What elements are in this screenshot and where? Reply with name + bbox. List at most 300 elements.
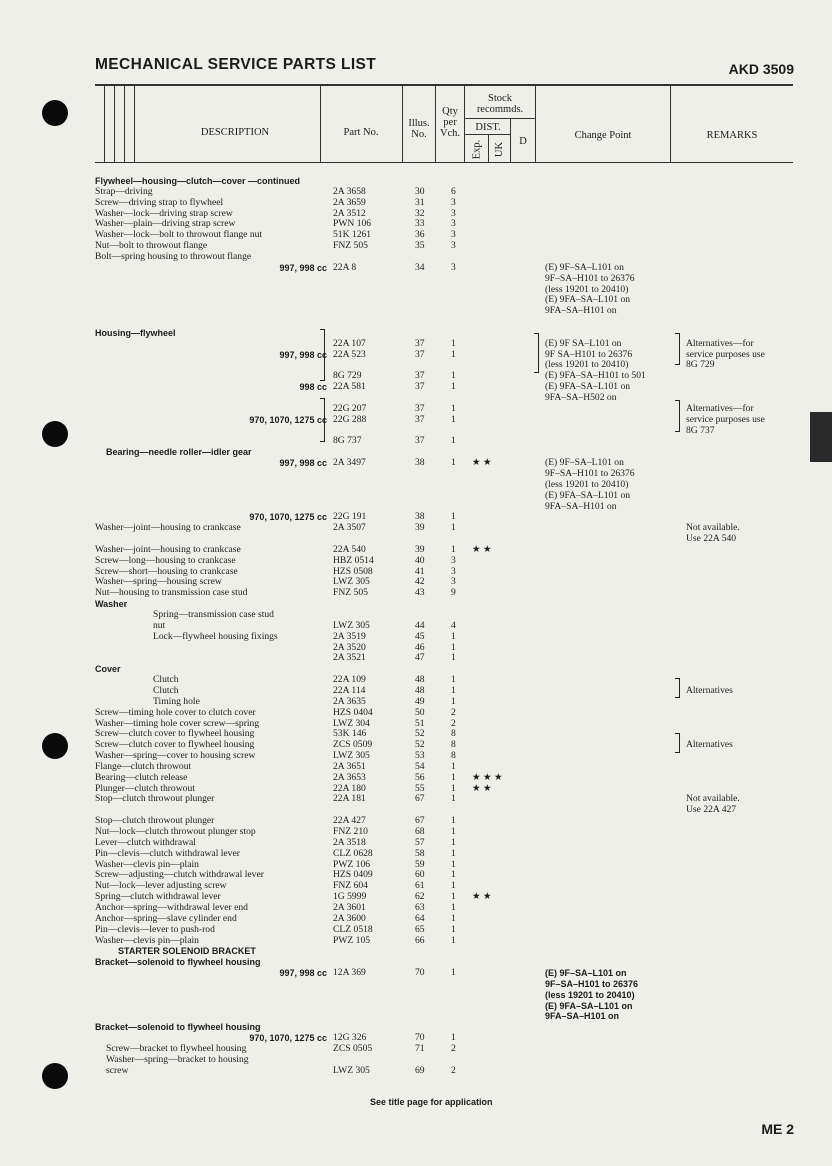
remark: Alternatives <box>686 684 733 696</box>
part-number: 22A 8 <box>333 261 357 273</box>
footnote: See title page for application <box>370 1097 493 1107</box>
illus-number: 58 <box>415 847 425 859</box>
quantity: 1 <box>451 782 456 794</box>
illus-number: 51 <box>415 717 425 729</box>
table-row <box>0 545 832 555</box>
table-row <box>0 881 832 891</box>
header-change-point: Change Point <box>574 130 632 141</box>
item-description: Screw—adjusting—clutch withdrawal lever <box>95 869 264 881</box>
header-bottom-rule <box>95 162 793 163</box>
table-row <box>0 610 832 620</box>
illus-number: 65 <box>415 923 425 935</box>
table-row <box>0 784 832 794</box>
illus-number: 37 <box>415 348 425 360</box>
illus-number: 61 <box>415 880 425 892</box>
quantity: 1 <box>451 858 456 870</box>
group-brace <box>675 333 680 365</box>
quantity: 4 <box>451 619 456 631</box>
part-number: 8G 737 <box>333 435 362 447</box>
remark: 8G 729 <box>686 359 715 371</box>
table-row <box>0 860 832 870</box>
item-description: Washer—spring—cover to housing screw <box>95 750 256 762</box>
quantity: 1 <box>451 402 456 414</box>
part-number: CLZ 0628 <box>333 847 373 859</box>
header-top-rule <box>95 84 793 86</box>
part-number: 22A 181 <box>333 793 366 805</box>
table-row <box>0 805 832 815</box>
table-row <box>0 794 832 804</box>
part-number: 22G 207 <box>333 402 367 414</box>
part-number: 22G 191 <box>333 511 367 523</box>
change-point: (less 19201 to 20410) <box>545 478 629 490</box>
table-row <box>0 577 832 587</box>
part-number: FNZ 505 <box>333 240 368 252</box>
table-row <box>0 480 832 490</box>
item-description: Pin—clevis—lever to push-rod <box>95 923 215 935</box>
table-row <box>0 632 832 642</box>
illus-number: 59 <box>415 858 425 870</box>
part-number: 2A 3653 <box>333 771 366 783</box>
item-description: 998 cc <box>299 382 327 393</box>
item-description: Screw—short—housing to crankcase <box>95 565 238 577</box>
table-row <box>0 209 832 219</box>
part-number: HZS 0508 <box>333 565 373 577</box>
table-row <box>0 523 832 533</box>
item-description: 997, 998 cc <box>279 262 327 273</box>
item-description: Strap—driving <box>95 185 153 197</box>
illus-number: 53 <box>415 750 425 762</box>
part-number: 53K 146 <box>333 728 367 740</box>
item-description: 970, 1070, 1275 cc <box>249 414 327 425</box>
item-description: Lock—flywheel housing fixings <box>153 630 278 642</box>
illus-number: 67 <box>415 793 425 805</box>
quantity: 1 <box>451 793 456 805</box>
column-rule <box>114 84 115 162</box>
change-point: 9F–SA–H101 to 26376 <box>545 978 639 989</box>
table-row <box>0 708 832 718</box>
table-row <box>0 404 832 414</box>
page-title: MECHANICAL SERVICE PARTS LIST <box>95 56 377 73</box>
table-row <box>0 393 832 403</box>
table-row <box>0 491 832 501</box>
illus-number: 33 <box>415 218 425 230</box>
table-row <box>0 621 832 631</box>
part-number: 2A 3518 <box>333 836 366 848</box>
table-row <box>0 328 832 338</box>
item-description: Bearing—clutch release <box>95 771 188 783</box>
item-description: Stop—clutch throwout plunger <box>95 793 215 805</box>
quantity: 3 <box>451 240 456 252</box>
illus-number: 70 <box>415 967 425 979</box>
quantity: 2 <box>451 706 456 718</box>
part-number: ZCS 0505 <box>333 1043 373 1054</box>
quantity: 1 <box>451 652 456 664</box>
item-description: 970, 1070, 1275 cc <box>249 1033 327 1044</box>
group-brace <box>534 333 539 373</box>
remark: Use 22A 427 <box>686 804 737 816</box>
part-number: 1G 5999 <box>333 891 367 903</box>
illus-number: 38 <box>415 457 425 469</box>
illus-number: 48 <box>415 684 425 696</box>
part-number: 12A 369 <box>333 967 366 979</box>
quantity: 1 <box>451 912 456 924</box>
table-row <box>0 990 832 1000</box>
quantity: 1 <box>451 348 456 360</box>
part-number: ZCS 0509 <box>333 739 373 751</box>
quantity: 3 <box>451 196 456 208</box>
table-row <box>0 1033 832 1043</box>
table-row <box>0 285 832 295</box>
remark: Use 22A 540 <box>686 533 737 545</box>
item-description: Nut—housing to transmission case stud <box>95 587 248 599</box>
table-row <box>0 187 832 197</box>
item-description: Washer—joint—housing to crankcase <box>95 543 241 555</box>
illus-number: 37 <box>415 381 425 393</box>
item-description: 997, 998 cc <box>279 458 327 469</box>
quantity: 1 <box>451 413 456 425</box>
table-row <box>0 914 832 924</box>
header-stock: Stock recommds. <box>476 93 524 115</box>
item-description: Screw—clutch cover to flywheel housing <box>95 728 255 740</box>
table-row <box>0 892 832 902</box>
change-point: (E) 9FA–SA–L101 on <box>545 1000 633 1011</box>
change-point: 9F–SA–H101 to 26376 <box>545 272 635 284</box>
table-row <box>0 686 832 696</box>
quantity: 3 <box>451 554 456 566</box>
part-number: 2A 3497 <box>333 457 366 469</box>
part-number: 22A 107 <box>333 337 366 349</box>
quantity: 3 <box>451 218 456 230</box>
remark: Not available. <box>686 522 740 534</box>
quantity: 8 <box>451 750 456 762</box>
table-row <box>0 740 832 750</box>
item-description: Timing hole <box>153 695 200 707</box>
table-row <box>0 350 832 360</box>
item-description: Clutch <box>153 674 179 686</box>
remark: Alternatives—for <box>686 402 754 414</box>
part-number: HZS 0409 <box>333 869 373 881</box>
illus-number: 30 <box>415 185 425 197</box>
quantity: 3 <box>451 576 456 588</box>
table-row <box>0 816 832 826</box>
group-brace <box>320 329 325 381</box>
part-number: CLZ 0518 <box>333 923 373 935</box>
part-number: 22G 288 <box>333 413 367 425</box>
quantity: 1 <box>451 891 456 903</box>
table-row <box>0 870 832 880</box>
table-row <box>0 198 832 208</box>
quantity: 3 <box>451 229 456 241</box>
quantity: 2 <box>451 1043 456 1054</box>
change-point: (E) 9F SA–L101 on <box>545 337 622 349</box>
item-description: Plunger—clutch throwout <box>95 782 195 794</box>
item-description: 997, 998 cc <box>279 349 327 360</box>
part-number: 22A 114 <box>333 684 366 696</box>
item-description: Anchor—spring—withdrawal lever end <box>95 901 248 913</box>
illus-number: 69 <box>415 1064 425 1076</box>
remark: service purposes use <box>686 413 765 425</box>
item-description: Washer—clevis pin—plain <box>95 934 199 946</box>
column-rule <box>124 84 125 162</box>
table-row <box>0 371 832 381</box>
illus-number: 34 <box>415 261 425 273</box>
item-description: Washer—spring—housing screw <box>95 576 222 588</box>
item-description: Spring—clutch withdrawal lever <box>95 891 221 903</box>
item-description: nut <box>153 619 166 631</box>
part-number: FNZ 604 <box>333 880 368 892</box>
change-point: (E) 9F–SA–L101 on <box>545 457 624 469</box>
quantity: 1 <box>451 760 456 772</box>
item-description: 970, 1070, 1275 cc <box>249 512 327 523</box>
part-number: 51K 1261 <box>333 229 372 241</box>
item-description: Clutch <box>153 684 179 696</box>
item-description: Washer—lock—driving strap screw <box>95 207 233 219</box>
table-row <box>0 382 832 392</box>
part-number: FNZ 505 <box>333 587 368 599</box>
part-number: LWZ 305 <box>333 619 370 631</box>
table-row <box>0 274 832 284</box>
page-number: ME 2 <box>761 1121 794 1137</box>
change-point: (E) 9F–SA–L101 on <box>545 261 624 273</box>
part-number: HBZ 0514 <box>333 554 374 566</box>
item-description: 997, 998 cc <box>279 968 327 979</box>
illus-number: 42 <box>415 576 425 588</box>
table-row <box>0 219 832 229</box>
part-number: HZS 0404 <box>333 706 373 718</box>
change-point: 9FA–SA–H502 on <box>545 392 617 403</box>
table-row <box>0 653 832 663</box>
table-row <box>0 697 832 707</box>
quantity: 1 <box>451 522 456 534</box>
quantity: 1 <box>451 815 456 827</box>
stock-recommendation: ★ ★ <box>472 782 492 794</box>
illus-number: 38 <box>415 511 425 523</box>
table-row <box>0 1055 832 1065</box>
part-number: FNZ 210 <box>333 826 368 837</box>
header-qty: Qty per Vch. <box>439 106 461 139</box>
header-part-no: Part No. <box>343 127 379 138</box>
item-description: Washer—spring—bracket to housing <box>106 1053 249 1065</box>
illus-number: 56 <box>415 771 425 783</box>
quantity: 1 <box>451 381 456 393</box>
illus-number: 63 <box>415 901 425 913</box>
quantity: 1 <box>451 1032 456 1044</box>
quantity: 1 <box>451 901 456 913</box>
change-point: (E) 9FA–SA–L101 on <box>545 381 631 393</box>
item-description: Washer—timing hole cover screw—spring <box>95 717 260 729</box>
quantity: 1 <box>451 337 456 349</box>
group-brace <box>675 400 680 432</box>
part-number: 22A 180 <box>333 782 366 794</box>
item-description: Anchor—spring—slave cylinder end <box>95 912 237 924</box>
illus-number: 52 <box>415 728 425 740</box>
illus-number: 68 <box>415 826 425 837</box>
quantity: 1 <box>451 457 456 469</box>
item-description: Nut—lock—clutch throwout plunger stop <box>95 826 256 837</box>
illus-number: 37 <box>415 402 425 414</box>
table-row <box>0 1011 832 1021</box>
table-row <box>0 502 832 512</box>
quantity: 3 <box>451 565 456 577</box>
part-number: 22A 427 <box>333 815 366 827</box>
quantity: 1 <box>451 771 456 783</box>
remark: Alternatives—for <box>686 337 754 349</box>
column-rule <box>134 84 135 162</box>
change-point: (E) 9FA–SA–L101 on <box>545 489 631 501</box>
quantity: 1 <box>451 695 456 707</box>
table-row <box>0 946 832 956</box>
group-brace <box>675 733 680 753</box>
quantity: 3 <box>451 207 456 219</box>
table-row <box>0 664 832 674</box>
illus-number: 67 <box>415 815 425 827</box>
item-description: Washer <box>95 599 128 610</box>
part-number: LWZ 305 <box>333 750 370 762</box>
illus-number: 40 <box>415 554 425 566</box>
quantity: 1 <box>451 826 456 837</box>
table-row <box>0 968 832 978</box>
illus-number: 39 <box>415 543 425 555</box>
item-description: Screw—clutch cover to flywheel housing <box>95 739 255 751</box>
item-description: Washer—joint—housing to crankcase <box>95 522 241 534</box>
item-description: Stop—clutch throwout plunger <box>95 815 215 827</box>
illus-number: 41 <box>415 565 425 577</box>
illus-number: 50 <box>415 706 425 718</box>
table-row <box>0 1044 832 1054</box>
table-row <box>0 827 832 837</box>
item-description: Nut—lock—lever adjusting screw <box>95 880 227 892</box>
part-number: 2A 3659 <box>333 196 366 208</box>
table-row <box>0 838 832 848</box>
illus-number: 37 <box>415 370 425 382</box>
part-number: 2A 3658 <box>333 185 366 197</box>
part-number: LWZ 304 <box>333 717 370 729</box>
table-row <box>0 317 832 327</box>
table-row <box>0 729 832 739</box>
group-brace <box>675 678 680 698</box>
remark: 8G 737 <box>686 424 715 436</box>
illus-number: 57 <box>415 836 425 848</box>
illus-number: 35 <box>415 240 425 252</box>
item-description: Nut—bolt to throwout flange <box>95 240 208 252</box>
table-row <box>0 1001 832 1011</box>
table-row <box>0 643 832 653</box>
illus-number: 64 <box>415 912 425 924</box>
table-row <box>0 588 832 598</box>
part-number: 8G 729 <box>333 370 362 382</box>
illus-number: 48 <box>415 674 425 686</box>
stock-recommendation: ★ ★ <box>472 457 492 469</box>
header-description: DESCRIPTION <box>200 127 270 138</box>
change-point: (E) 9FA–SA–H101 to 501 <box>545 370 646 382</box>
illus-number: 37 <box>415 413 425 425</box>
change-point: 9FA–SA–H101 on <box>545 500 617 512</box>
part-number: PWZ 105 <box>333 934 371 946</box>
header-dist: DIST. <box>475 122 501 133</box>
item-description: Pin—clevis—clutch withdrawal lever <box>95 847 240 859</box>
group-brace <box>320 398 325 442</box>
table-row <box>0 458 832 468</box>
column-rule <box>488 134 489 162</box>
illus-number: 44 <box>415 619 425 631</box>
column-rule <box>535 84 536 162</box>
table-row <box>0 849 832 859</box>
illus-number: 37 <box>415 337 425 349</box>
table-row <box>0 306 832 316</box>
quantity: 1 <box>451 836 456 848</box>
quantity: 1 <box>451 435 456 447</box>
change-point: 9FA–SA–H101 on <box>545 305 617 317</box>
item-description: Lever—clutch withdrawal <box>95 836 196 848</box>
illus-number: 55 <box>415 782 425 794</box>
part-number: 22A 540 <box>333 543 366 555</box>
binder-hole <box>42 100 68 126</box>
part-number: 2A 3507 <box>333 522 366 534</box>
item-description: Screw—bracket to flywheel housing <box>106 1043 247 1054</box>
table-row <box>0 925 832 935</box>
table-row <box>0 599 832 609</box>
illus-number: 46 <box>415 641 425 653</box>
illus-number: 37 <box>415 435 425 447</box>
quantity: 2 <box>451 717 456 729</box>
change-point: (less 19201 to 20410) <box>545 283 629 295</box>
illus-number: 71 <box>415 1043 425 1054</box>
illus-number: 45 <box>415 630 425 642</box>
illus-number: 70 <box>415 1032 425 1044</box>
stock-recommendation: ★ ★ ★ <box>472 771 503 783</box>
document-code: AKD 3509 <box>728 61 794 77</box>
part-number: 12G 326 <box>333 1032 367 1044</box>
quantity: 2 <box>451 1064 456 1076</box>
illus-number: 54 <box>415 760 425 772</box>
dist-subrule <box>464 134 510 135</box>
change-point: 9F–SA–H101 to 26376 <box>545 467 635 479</box>
part-number: LWZ 305 <box>333 1064 370 1076</box>
table-row <box>0 241 832 251</box>
item-description: Housing—flywheel <box>95 327 176 338</box>
illus-number: 66 <box>415 934 425 946</box>
illus-number: 39 <box>415 522 425 534</box>
change-point: (less 19201 to 20410) <box>545 359 629 371</box>
illus-number: 31 <box>415 196 425 208</box>
header-remarks: REMARKS <box>706 130 758 141</box>
table-row <box>0 1066 832 1076</box>
part-number: 22A 581 <box>333 381 366 393</box>
illus-number: 62 <box>415 891 425 903</box>
column-rule <box>320 84 321 162</box>
table-row <box>0 979 832 989</box>
item-description: Bearing—needle roller—idler gear <box>106 447 252 458</box>
section-heading: STARTER SOLENOID BRACKET <box>118 946 256 957</box>
quantity: 1 <box>451 880 456 892</box>
table-row <box>0 230 832 240</box>
table-row <box>0 426 832 436</box>
change-point: 9F SA–H101 to 26376 <box>545 348 633 360</box>
quantity: 1 <box>451 511 456 523</box>
item-description: Washer—clevis pin—plain <box>95 858 199 870</box>
illus-number: 36 <box>415 229 425 241</box>
change-point: (less 19201 to 20410) <box>545 989 635 1000</box>
remark: Alternatives <box>686 739 733 751</box>
stock-subrule <box>464 118 535 119</box>
table-row <box>0 903 832 913</box>
table-row <box>0 556 832 566</box>
item-description: Flywheel—housing—clutch—cover —continued <box>95 176 301 186</box>
item-description: Washer—plain—driving strap screw <box>95 218 236 230</box>
table-row <box>0 295 832 305</box>
illus-number: 32 <box>415 207 425 219</box>
table-row <box>0 567 832 577</box>
